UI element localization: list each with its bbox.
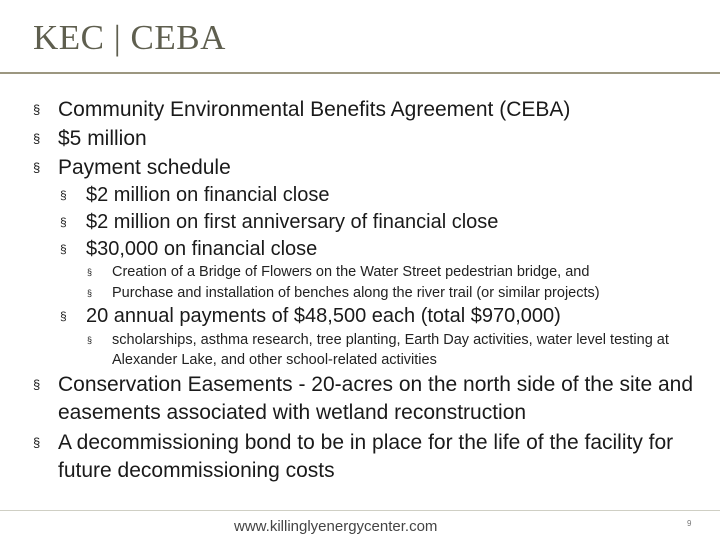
bullet-text: $2 million on financial close bbox=[86, 184, 330, 206]
bullet-text: Purchase and installation of benches along the river trail (or similar projects) bbox=[112, 285, 600, 301]
bullet-text: $2 million on first anniversary of financial close bbox=[86, 211, 499, 233]
sub-sub-bullet-item bbox=[87, 330, 712, 370]
bullet-icon: § bbox=[33, 131, 41, 146]
bullet-item bbox=[33, 154, 713, 182]
bullet-text: $5 million bbox=[58, 127, 147, 150]
bullet-icon: § bbox=[60, 309, 67, 323]
bullet-icon: § bbox=[33, 160, 41, 175]
sub-bullet-item bbox=[60, 303, 710, 329]
bullet-item bbox=[33, 96, 713, 124]
bullet-icon: § bbox=[87, 288, 93, 298]
bullet-text: 20 annual payments of $48,500 each (total $970,000) bbox=[86, 305, 561, 327]
bullet-icon: § bbox=[60, 188, 67, 202]
bullet-item bbox=[33, 429, 713, 485]
title-divider bbox=[0, 72, 720, 74]
bullet-text: Community Environmental Benefits Agreement (CEBA) bbox=[58, 98, 571, 121]
sub-sub-bullet-item bbox=[87, 262, 712, 282]
footer-url: www.killinglyenergycenter.com bbox=[234, 518, 438, 535]
bullet-icon: § bbox=[33, 102, 41, 117]
bullet-text: Payment schedule bbox=[58, 156, 231, 179]
bullet-icon: § bbox=[87, 335, 93, 345]
bullet-icon: § bbox=[33, 435, 41, 450]
bullet-icon: § bbox=[60, 242, 67, 256]
bullet-text: Creation of a Bridge of Flowers on the Water Street pedestrian bridge, and bbox=[112, 264, 590, 280]
slide-title: KEC | CEBA bbox=[33, 18, 226, 57]
sub-sub-bullet-item bbox=[87, 283, 712, 303]
bullet-text: Conservation Easements - 20-acres on the north side of the site and easements associated with wetland reconstruction bbox=[58, 373, 694, 424]
bullet-text: scholarships, asthma research, tree planting, Earth Day activities, water level testing at Alexander Lake, and other school-related activities bbox=[112, 332, 669, 368]
sub-bullet-item bbox=[60, 182, 710, 208]
bullet-text: $30,000 on financial close bbox=[86, 238, 318, 260]
sub-bullet-item bbox=[60, 236, 710, 262]
bullet-item bbox=[33, 371, 713, 427]
sub-bullet-item bbox=[60, 209, 710, 235]
bullet-icon: § bbox=[60, 215, 67, 229]
bullet-icon: § bbox=[87, 267, 93, 277]
bullet-icon: § bbox=[33, 377, 41, 392]
page-number: 9 bbox=[687, 519, 692, 528]
footer-divider bbox=[0, 510, 720, 511]
bullet-item bbox=[33, 125, 713, 153]
bullet-text: A decommissioning bond to be in place for the life of the facility for future decommissioning costs bbox=[58, 431, 674, 482]
